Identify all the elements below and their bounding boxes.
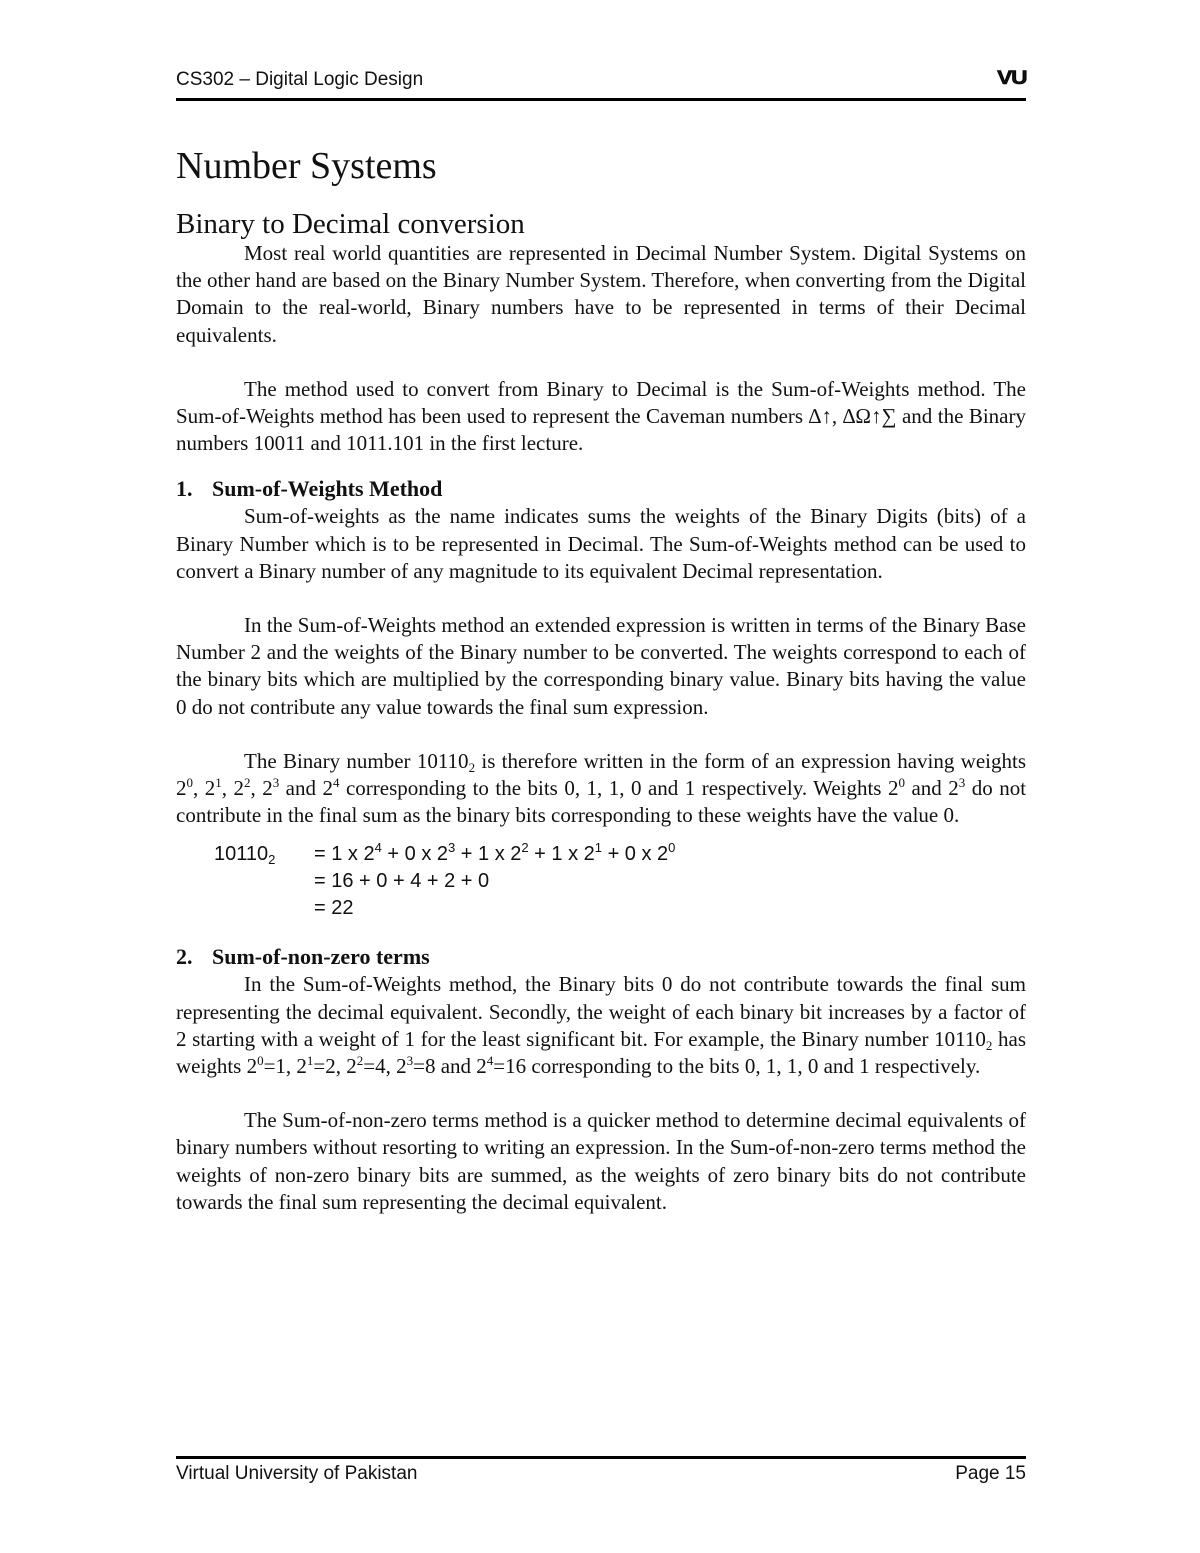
- vu-logo-icon: VU: [996, 68, 1026, 89]
- intro-paragraph-1: Most real world quantities are represented in Decimal Number System. Digital Systems on the other hand are based on the Binary Number System. Therefore, when converting from the Digital Domain to the real-world, Binary numbers have to be represented in terms of their Decimal equivalents.: [176, 241, 1026, 347]
- section-1-paragraph-2: In the Sum-of-Weights method an extended expression is written in terms of the Binary Base Number 2 and the weights of the Binary number to be converted. The weights correspond to each of the binary bits which are multiplied by the corresponding binary value. Binary bits having the value 0 do not contribute any value towards the final sum expression.: [176, 613, 1026, 719]
- section-2-heading: [176, 943, 1026, 971]
- page-content: [176, 140, 1026, 1216]
- equation-lhs: $10110_2$: [214, 843, 276, 868]
- equation-row-1: = 1 x $2^4 + 0$ x $2^3 + 1$ x $2^2 + 1$ x $2^1 + 0$ x $2^0$: [314, 840, 676, 866]
- section-1-paragraph-3: The Binary number $10110_2$ is therefore written in the form of an expression having weights $2^0$, $2^1$, $2^2$, $2^3$ and $2^4$ corresponding to the bits 0, 1, 1, 0 and 1 respectively. Weights $2^0$ and $2^3$ do not contribute in the final sum as the binary bits corresponding to these weights have the value 0.: [176, 748, 1027, 828]
- section-number: 1.: [176, 476, 193, 502]
- equation-row-2: = 16 + 0 + 4 + 2 + 0: [314, 870, 490, 893]
- equation-row-3: = 22: [314, 897, 354, 920]
- course-title: CS302 – Digital Logic Design: [176, 69, 424, 90]
- page-header: [176, 68, 1026, 101]
- section-subtitle: Binary to Decimal conversion: [176, 208, 525, 240]
- page-number: Page 15: [955, 1463, 1026, 1484]
- intro-paragraph-2: The method used to convert from Binary to Decimal is the Sum-of-Weights method. The Sum-of-Weights method has been used to represent the Caveman numbers ∆↑, ∆Ω↑∑ and the Binary numbers 10011 and 1011.101 in the first lecture.: [176, 376, 1026, 456]
- page-footer: [176, 1456, 1026, 1489]
- section-heading-text: Sum-of-Weights Method: [212, 476, 443, 502]
- section-2-paragraph-2: The Sum-of-non-zero terms method is a quicker method to determine decimal equivalents of binary numbers without resorting to writing an expression. In the Sum-of-non-zero terms method the weights of non-zero binary bits are summed, as the weights of zero binary bits do not contribute towards the final sum representing the decimal equivalent.: [176, 1108, 1026, 1214]
- footer-institution: Virtual University of Pakistan: [176, 1463, 418, 1484]
- section-2-paragraph-1: In the Sum-of-Weights method, the Binary bits 0 do not contribute towards the final sum representing the decimal equivalent. Secondly, the weight of each binary bit increases by a factor of 2 starting with a weight of 1 for the least significant bit. For example, the Binary number $10110_2$ has weights $2^0=1$, $2^1=2$, $2^2=4$, $2^3=8$ and $2^4=16$ corresponding to the bits 0, 1, 1, 0 and 1 respectively.: [176, 972, 1026, 1079]
- section-heading-text: Sum-of-non-zero terms: [212, 944, 430, 970]
- section-number: 2.: [176, 944, 193, 970]
- section-1-paragraph-1: Sum-of-weights as the name indicates sums the weights of the Binary Digits (bits) of a Binary Number which is to be represented in Decimal. The Sum-of-Weights method can be used to convert a Binary number of any magnitude to its equivalent Decimal representation.: [176, 504, 1026, 583]
- page-title: Number Systems: [176, 145, 437, 187]
- section-1-heading: [176, 475, 1026, 503]
- conversion-equation: [176, 840, 1026, 925]
